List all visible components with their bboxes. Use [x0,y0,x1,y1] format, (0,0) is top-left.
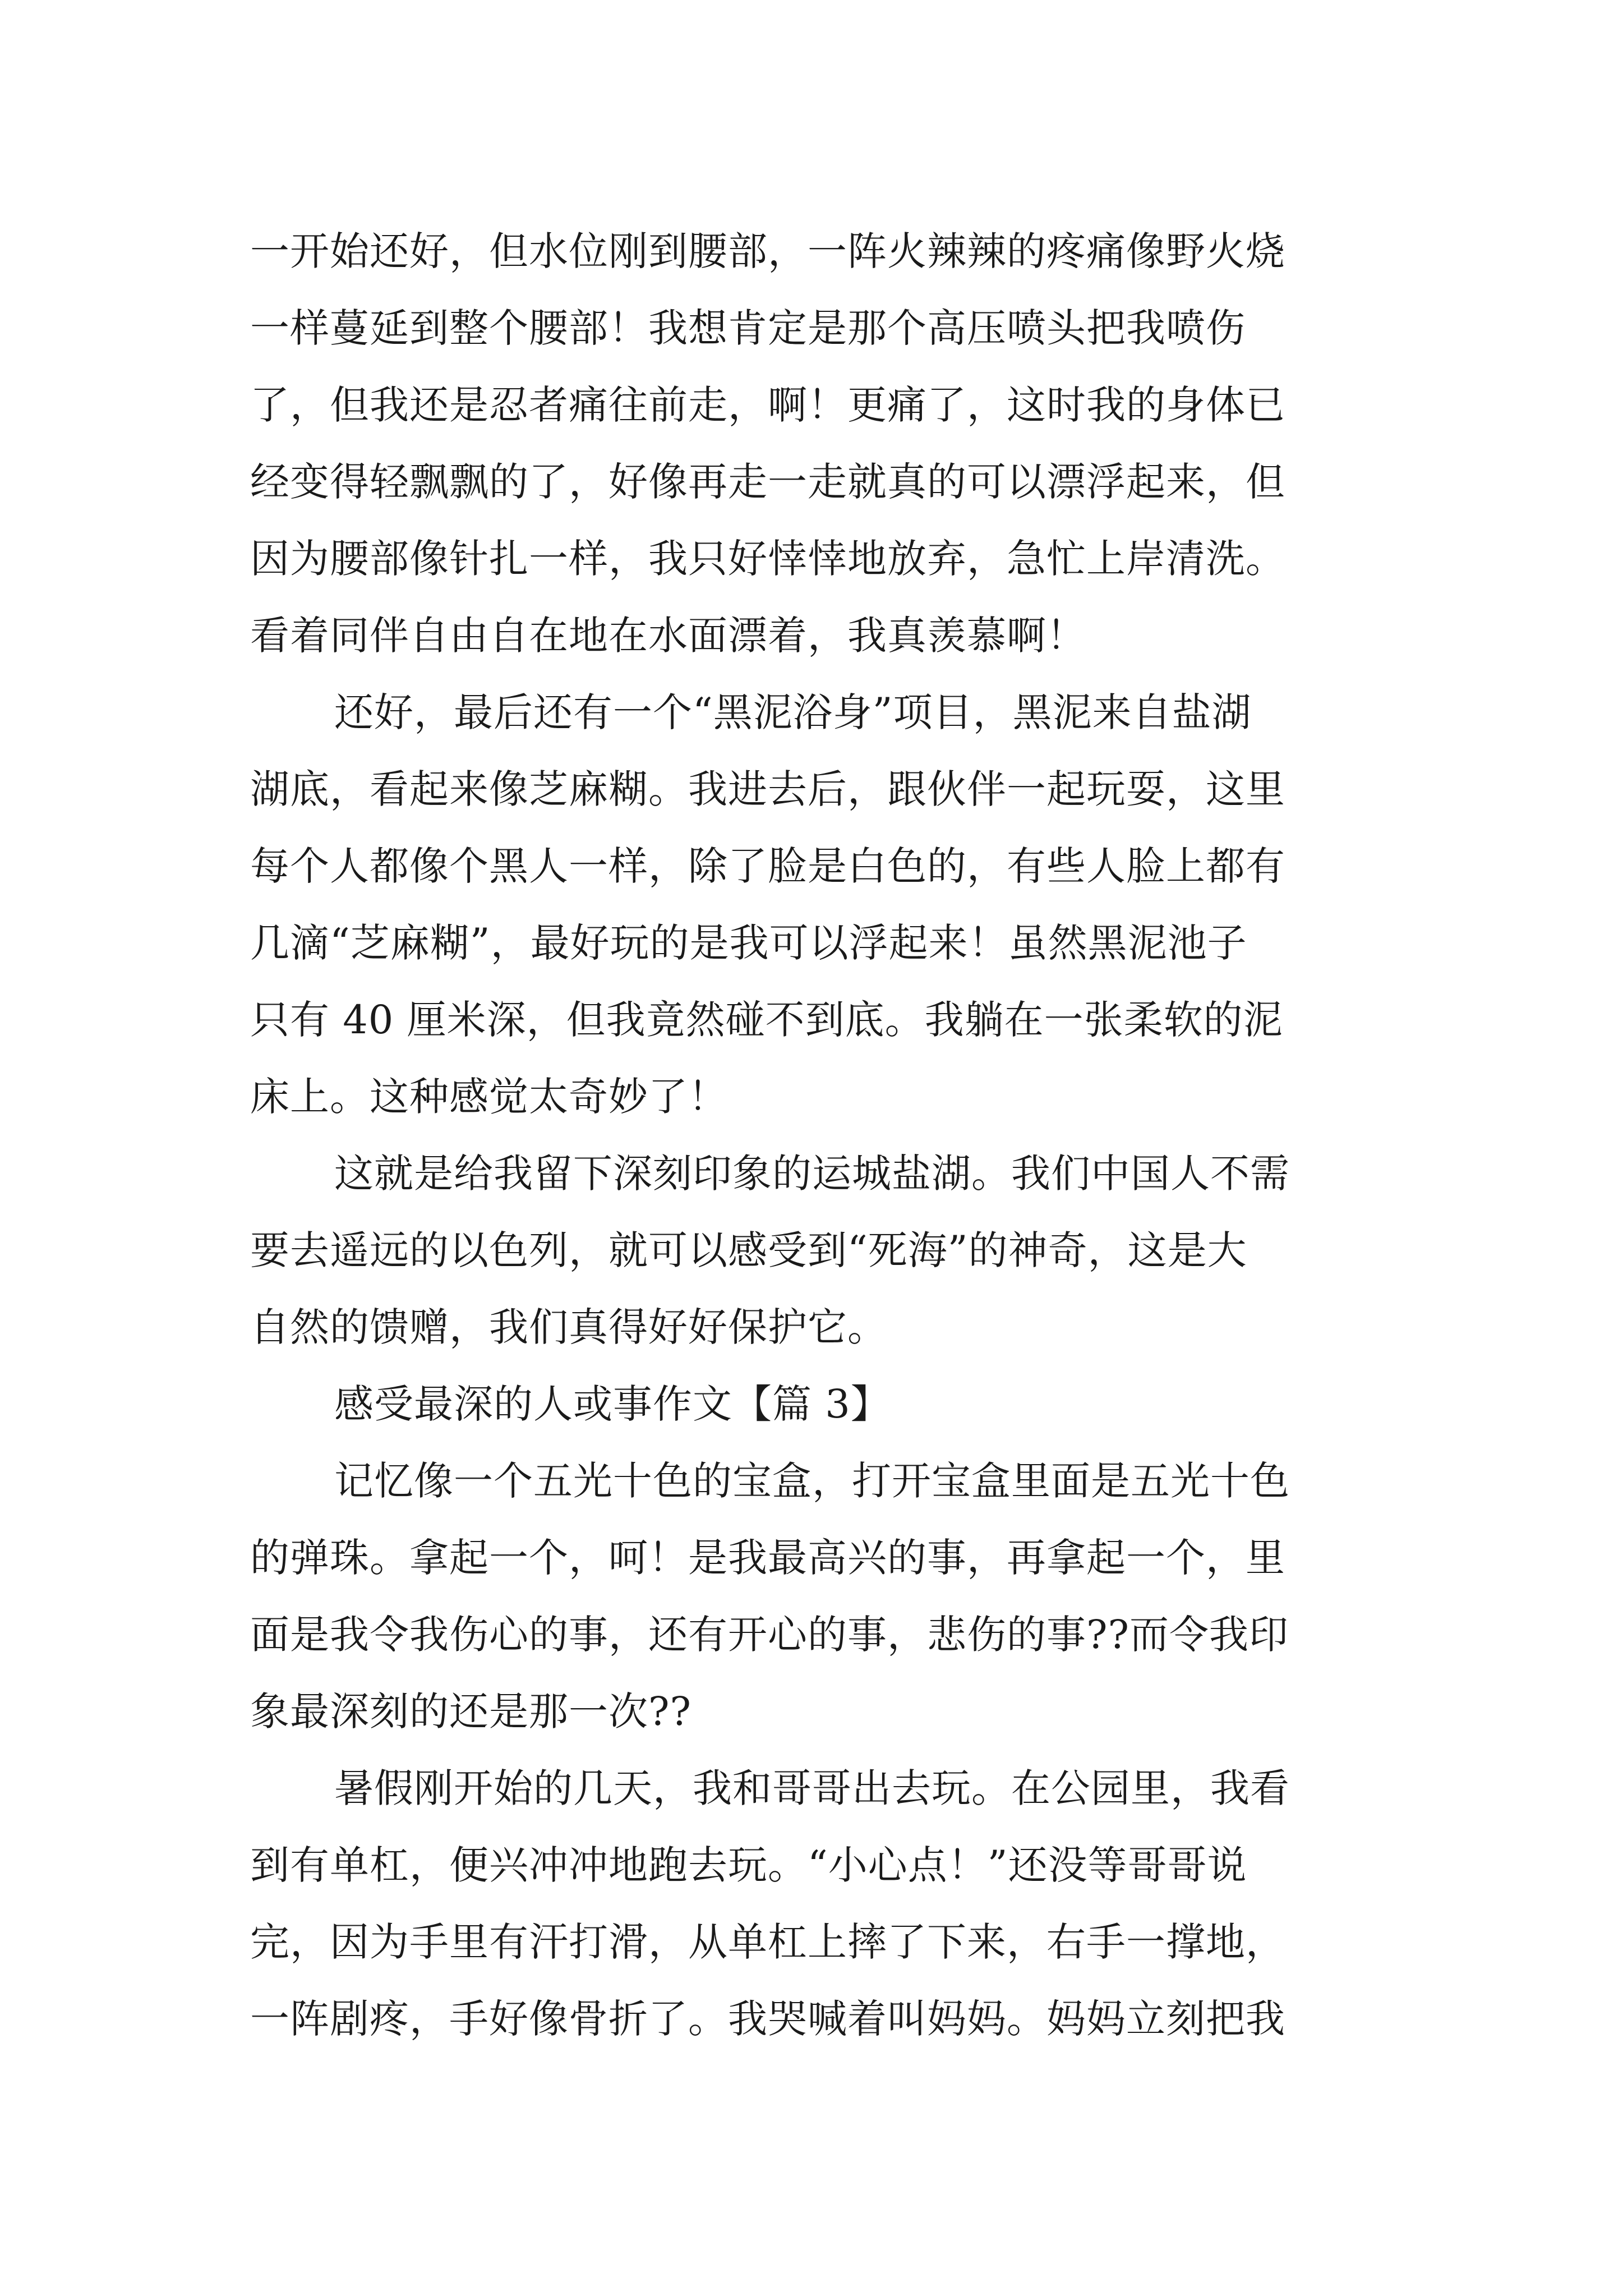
text-line: 一阵剧疼，手好像骨折了。我哭喊着叫妈妈。妈妈立刻把我 [250,1996,1285,2042]
text-line: 的弹珠。拿起一个，呵！是我最高兴的事，再拿起一个，里 [250,1535,1285,1581]
text-line: 要去遥远的以色列，就可以感受到“死海”的神奇，这是大 [250,1227,1247,1273]
text-line: 只有 40 厘米深，但我竟然碰不到底。我躺在一张柔软的泥 [250,997,1283,1043]
text-line: 因为腰部像针扎一样，我只好悻悻地放弃，急忙上岸清洗。 [250,536,1285,582]
text-line: 床上。这种感觉太奇妙了！ [250,1074,728,1120]
section-heading: 感受最深的人或事作文【篇 3】 [334,1381,891,1427]
text-line: 面是我令我伤心的事，还有开心的事，悲伤的事??而令我印 [250,1612,1289,1658]
text-line: 一开始还好，但水位刚到腰部，一阵火辣辣的疼痛像野火烧 [250,228,1285,274]
text-line: 每个人都像个黑人一样，除了脸是白色的，有些人脸上都有 [250,843,1285,889]
paragraph-first-line: 暑假刚开始的几天，我和哥哥出去玩。在公园里，我看 [334,1765,1290,1811]
text-line: 几滴“芝麻糊”，最好玩的是我可以浮起来！虽然黑泥池子 [250,920,1247,966]
paragraph-first-line: 这就是给我留下深刻印象的运城盐湖。我们中国人不需 [334,1151,1290,1197]
text-line: 象最深刻的还是那一次?? [250,1688,692,1734]
paragraph-first-line: 记忆像一个五光十色的宝盒，打开宝盒里面是五光十色 [334,1458,1290,1504]
paragraph-first-line: 还好，最后还有一个“黑泥浴身”项目，黑泥来自盐湖 [334,689,1252,735]
text-line: 看着同伴自由自在地在水面漂着，我真羡慕啊！ [250,613,1086,659]
text-line: 一样蔓延到整个腰部！我想肯定是那个高压喷头把我喷伤 [250,305,1246,351]
document-body [250,213,1372,2058]
text-line: 完，因为手里有汗打滑，从单杠上摔了下来，右手一撑地， [250,1919,1285,1965]
text-line: 了，但我还是忍者痛往前走，啊！更痛了，这时我的身体已 [250,382,1285,428]
text-line: 到有单杠，便兴冲冲地跑去玩。“小心点！”还没等哥哥说 [250,1842,1247,1888]
text-line: 自然的馈赠，我们真得好好保护它。 [250,1304,887,1350]
text-line: 湖底，看起来像芝麻糊。我进去后，跟伙伴一起玩耍，这里 [250,766,1285,812]
text-line: 经变得轻飘飘的了，好像再走一走就真的可以漂浮起来，但 [250,459,1285,505]
